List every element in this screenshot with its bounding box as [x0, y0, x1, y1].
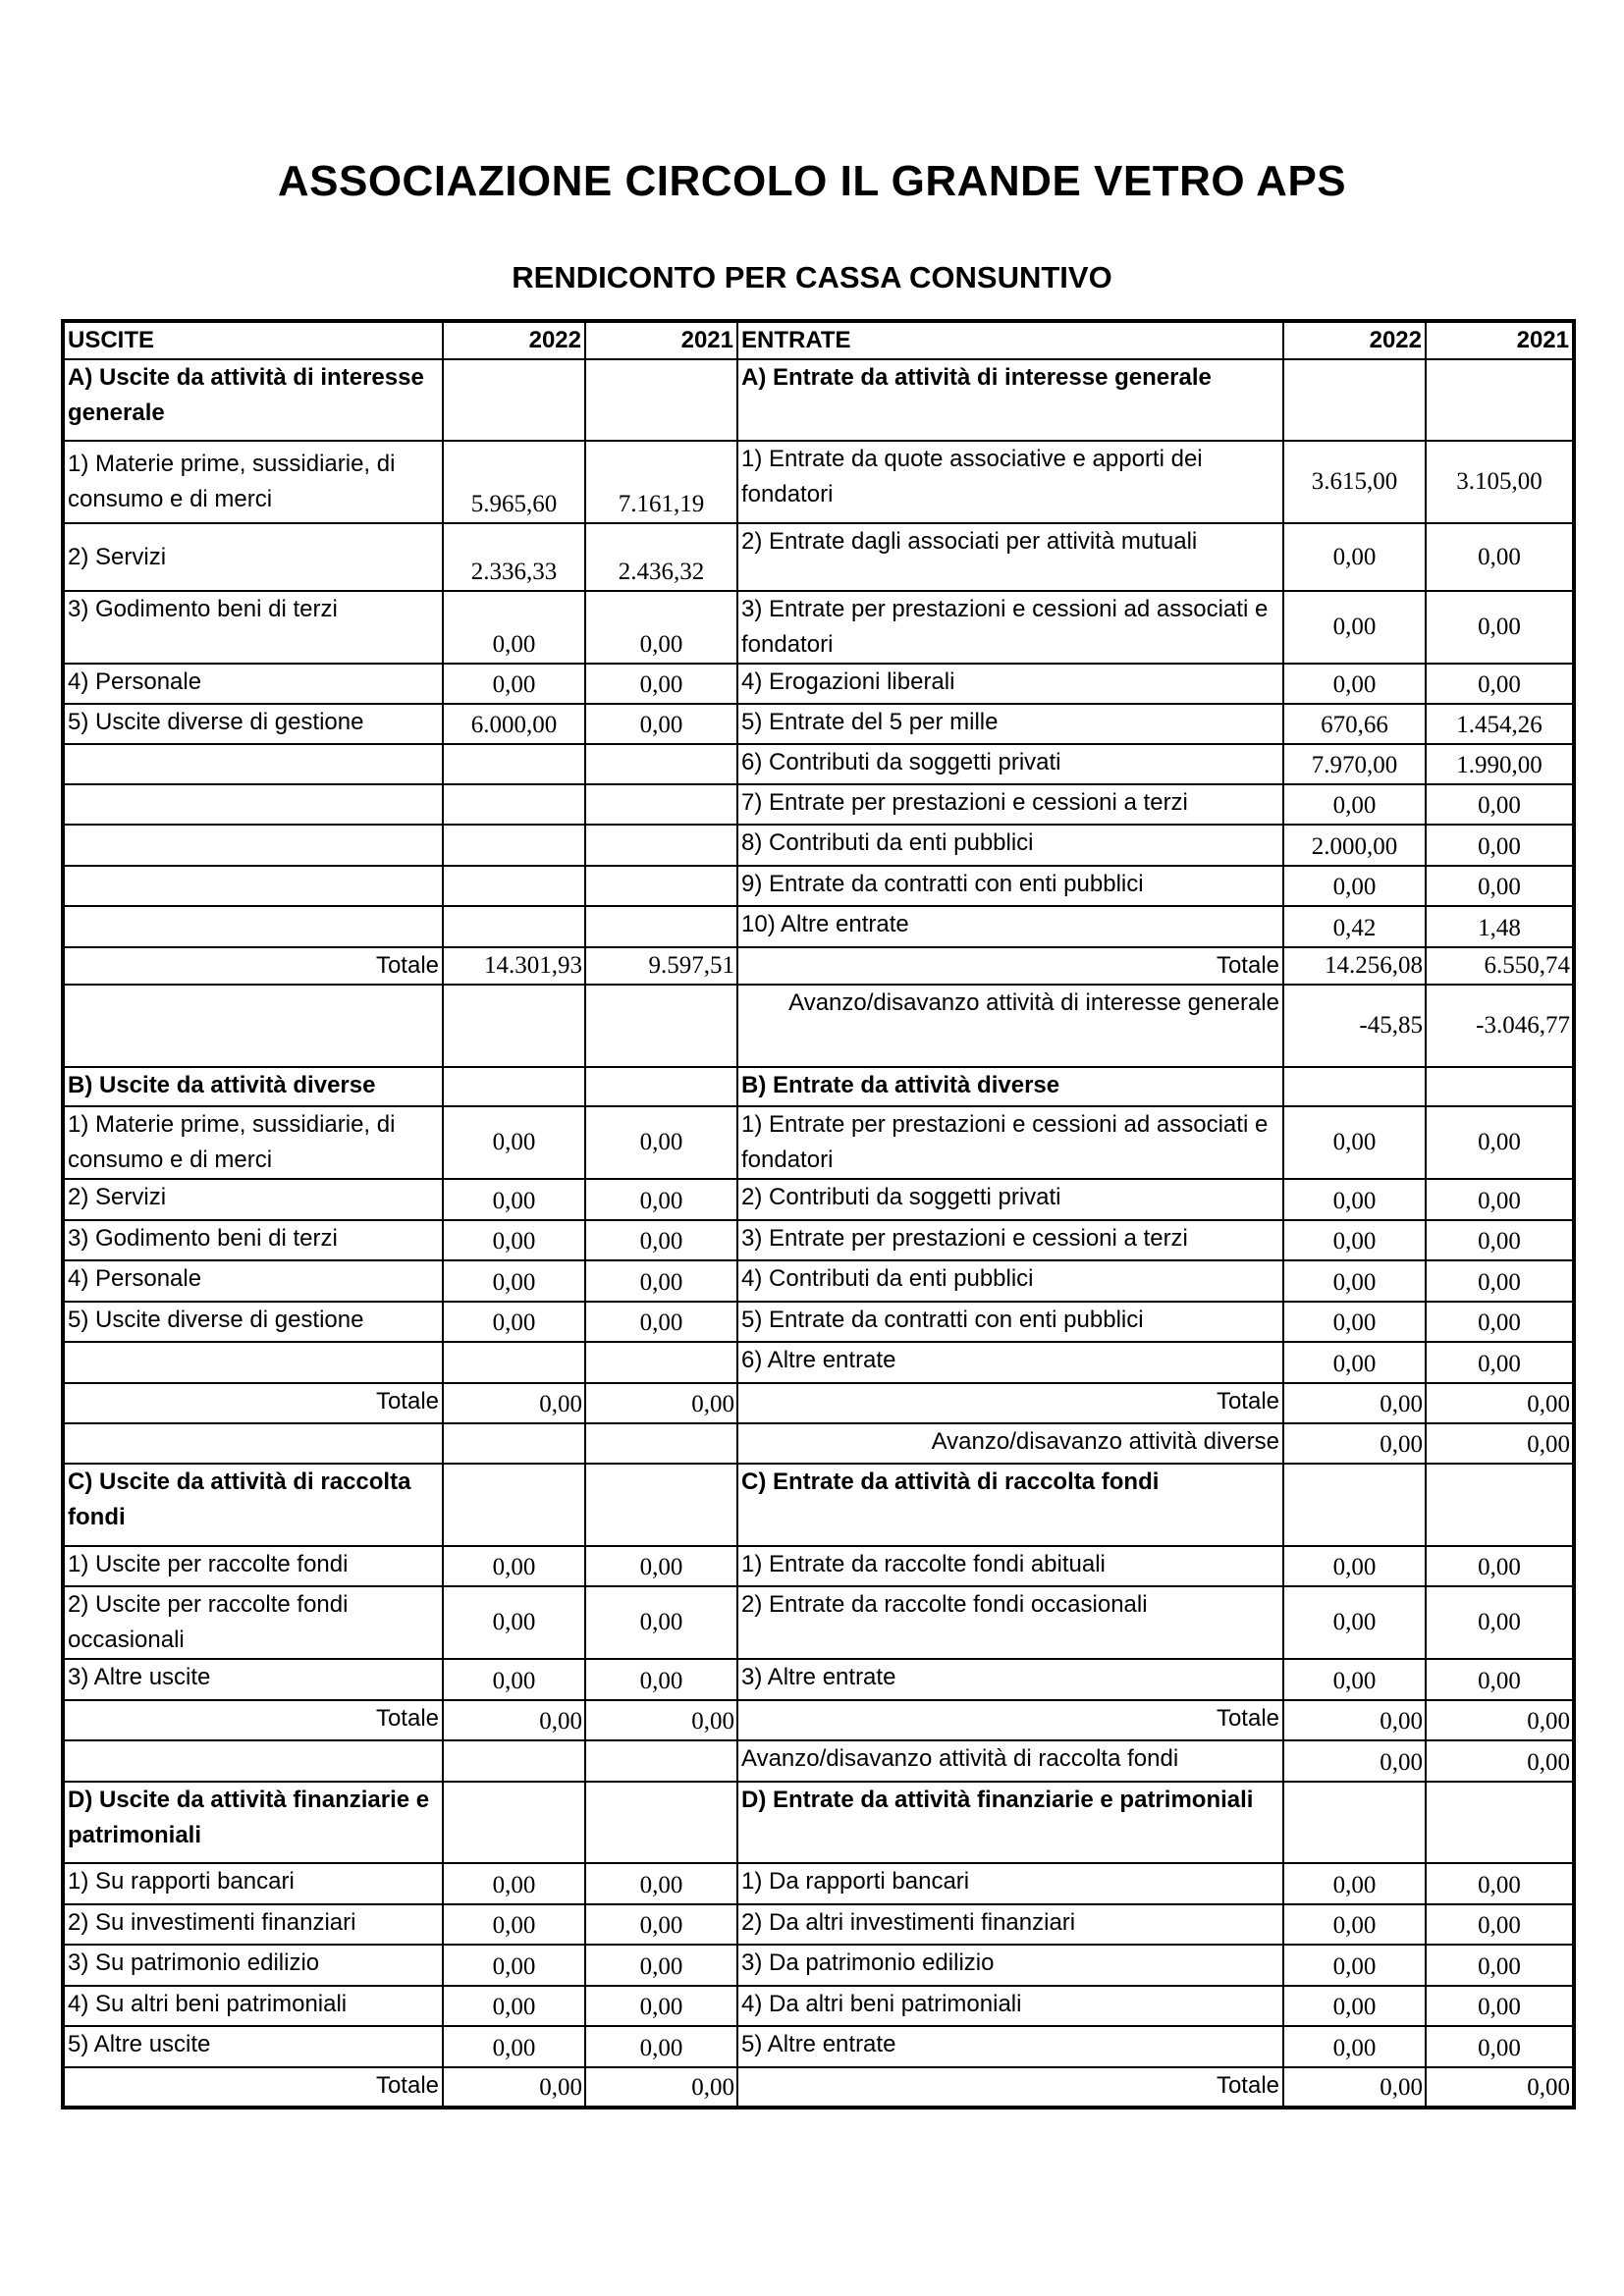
table-row: [63, 825, 1574, 866]
uscite-value-2022: 0,00: [443, 1383, 585, 1423]
uscite-value-2021: [585, 1464, 737, 1546]
uscite-label: [63, 784, 443, 825]
table-row: [63, 1260, 1574, 1302]
entrate-value-2021: 0,00: [1426, 1302, 1574, 1342]
uscite-label: [63, 985, 443, 1067]
entrate-label: 2) Contributi da soggetti privati: [737, 1179, 1283, 1220]
uscite-value-2021: 0,00: [585, 2026, 737, 2067]
entrate-label: 7) Entrate per prestazioni e cessioni a terzi: [737, 784, 1283, 825]
entrate-label: 4) Contributi da enti pubblici: [737, 1260, 1283, 1302]
uscite-value-2021: 0,00: [585, 1179, 737, 1220]
entrate-label: 3) Altre entrate: [737, 1659, 1283, 1700]
uscite-value-2021: 0,00: [585, 1945, 737, 1986]
entrate-label: 2) Entrate da raccolte fondi occasionali: [737, 1586, 1283, 1659]
uscite-value-2021: 0,00: [585, 1986, 737, 2026]
entrate-value-2022: 0,00: [1283, 1659, 1426, 1700]
table-row: [63, 906, 1574, 947]
table-row: [63, 985, 1574, 1067]
table-row: [63, 1546, 1574, 1586]
uscite-value-2021: [585, 985, 737, 1067]
uscite-label: 3) Godimento beni di terzi: [63, 591, 443, 664]
uscite-value-2021: 0,00: [585, 1383, 737, 1423]
uscite-value-2022: [443, 985, 585, 1067]
entrate-value-2022: 0,00: [1283, 1863, 1426, 1904]
header-row: [63, 321, 1574, 359]
table-row: [63, 1700, 1574, 1740]
entrate-label: 1) Da rapporti bancari: [737, 1863, 1283, 1904]
table-row: [63, 1740, 1574, 1782]
uscite-label: 2) Servizi: [63, 1179, 443, 1220]
uscite-value-2022: 0,00: [443, 1260, 585, 1302]
uscite-header: USCITE: [63, 321, 443, 359]
entrate-label: 5) Entrate da contratti con enti pubblici: [737, 1302, 1283, 1342]
entrate-value-2022: 0,00: [1283, 866, 1426, 906]
entrate-value-2022: 0,42: [1283, 906, 1426, 947]
entrate-value-2021: 0,00: [1426, 1260, 1574, 1302]
uscite-label: C) Uscite da attività di raccolta fondi: [63, 1464, 443, 1546]
entrate-value-2022: 0,00: [1283, 1986, 1426, 2026]
entrate-header: ENTRATE: [737, 321, 1283, 359]
entrate-label: 3) Entrate per prestazioni e cessioni a terzi: [737, 1220, 1283, 1260]
entrate-value-2022: 0,00: [1283, 1423, 1426, 1464]
uscite-value-2022: 0,00: [443, 1302, 585, 1342]
uscite-value-2022: [443, 825, 585, 866]
entrate-value-2022: 0,00: [1283, 1586, 1426, 1659]
entrate-value-2021: [1426, 359, 1574, 441]
entrate-label: 3) Da patrimonio edilizio: [737, 1945, 1283, 1986]
table-row: [63, 591, 1574, 664]
entrate-label: D) Entrate da attività finanziarie e patrimoniali: [737, 1782, 1283, 1863]
uscite-value-2021: 0,00: [585, 704, 737, 744]
table-row: [63, 704, 1574, 744]
uscite-value-2021: 0,00: [585, 1863, 737, 1904]
entrate-value-2022: 0,00: [1283, 2067, 1426, 2108]
entrate-label: 6) Altre entrate: [737, 1342, 1283, 1383]
entrate-value-2021: 0,00: [1426, 1106, 1574, 1179]
uscite-value-2022: 0,00: [443, 1986, 585, 2026]
entrate-label: Totale: [737, 947, 1283, 985]
uscite-label: 1) Materie prime, sussidiarie, di consumo e di merci: [63, 441, 443, 523]
uscite-value-2021: 0,00: [585, 1904, 737, 1945]
uscite-value-2021: 0,00: [585, 1546, 737, 1586]
entrate-value-2022: 14.256,08: [1283, 947, 1426, 985]
entrate-value-2021: 0,00: [1426, 1863, 1574, 1904]
uscite-label: 1) Su rapporti bancari: [63, 1863, 443, 1904]
uscite-value-2022: 0,00: [443, 1586, 585, 1659]
entrate-value-2021: 0,00: [1426, 2067, 1574, 2108]
uscite-value-2022: [443, 1740, 585, 1782]
uscite-value-2022: [443, 1464, 585, 1546]
uscite-value-2021: 0,00: [585, 1659, 737, 1700]
entrate-value-2022: 0,00: [1283, 2026, 1426, 2067]
entrate-value-2021: 3.105,00: [1426, 441, 1574, 523]
uscite-value-2022: [443, 1423, 585, 1464]
uscite-value-2021: 7.161,19: [585, 441, 737, 523]
uscite-value-2022: [443, 1782, 585, 1863]
uscite-value-2021: 2.436,32: [585, 523, 737, 591]
entrate-value-2021: 0,00: [1426, 1740, 1574, 1782]
entrate-label: 10) Altre entrate: [737, 906, 1283, 947]
entrate-label: 5) Altre entrate: [737, 2026, 1283, 2067]
uscite-value-2022: [443, 784, 585, 825]
uscite-label: 1) Uscite per raccolte fondi: [63, 1546, 443, 1586]
uscite-label: 4) Personale: [63, 1260, 443, 1302]
entrate-value-2021: 0,00: [1426, 866, 1574, 906]
uscite-value-2021: [585, 359, 737, 441]
entrate-label: 1) Entrate da raccolte fondi abituali: [737, 1546, 1283, 1586]
table-row: [63, 1586, 1574, 1659]
uscite-value-2022: [443, 1342, 585, 1383]
entrate-value-2022: -45,85: [1283, 985, 1426, 1067]
table-row: [63, 1986, 1574, 2026]
entrate-value-2022: 3.615,00: [1283, 441, 1426, 523]
uscite-label: [63, 825, 443, 866]
table-row: [63, 1067, 1574, 1106]
uscite-value-2021: 0,00: [585, 1586, 737, 1659]
uscite-year-2022-header: 2022: [443, 321, 585, 359]
uscite-value-2021: 0,00: [585, 591, 737, 664]
uscite-value-2022: [443, 1067, 585, 1106]
entrate-value-2022: 0,00: [1283, 1179, 1426, 1220]
entrate-label: 6) Contributi da soggetti privati: [737, 744, 1283, 784]
uscite-value-2021: [585, 1423, 737, 1464]
uscite-label: D) Uscite da attività finanziarie e patrimoniali: [63, 1782, 443, 1863]
entrate-label: B) Entrate da attività diverse: [737, 1067, 1283, 1106]
uscite-value-2022: 0,00: [443, 1700, 585, 1740]
uscite-value-2022: 0,00: [443, 2026, 585, 2067]
uscite-value-2022: 0,00: [443, 1945, 585, 1986]
entrate-label: 3) Entrate per prestazioni e cessioni ad associati e fondatori: [737, 591, 1283, 664]
entrate-value-2021: 6.550,74: [1426, 947, 1574, 985]
entrate-value-2021: 0,00: [1426, 1659, 1574, 1700]
entrate-value-2021: 1.990,00: [1426, 744, 1574, 784]
table-row: [63, 1179, 1574, 1220]
entrate-label: Avanzo/disavanzo attività di raccolta fondi: [737, 1740, 1283, 1782]
uscite-value-2022: [443, 906, 585, 947]
uscite-label: B) Uscite da attività diverse: [63, 1067, 443, 1106]
entrate-value-2022: 0,00: [1283, 1546, 1426, 1586]
uscite-label: Totale: [63, 1383, 443, 1423]
uscite-value-2021: [585, 1067, 737, 1106]
entrate-value-2021: 0,00: [1426, 1220, 1574, 1260]
uscite-label: [63, 1423, 443, 1464]
entrate-value-2021: 1.454,26: [1426, 704, 1574, 744]
entrate-label: 2) Entrate dagli associati per attività mutuali: [737, 523, 1283, 591]
uscite-value-2022: 0,00: [443, 1659, 585, 1700]
table-row: [63, 2067, 1574, 2108]
entrate-value-2022: 0,00: [1283, 1383, 1426, 1423]
uscite-label: Totale: [63, 947, 443, 985]
table-row: [63, 1342, 1574, 1383]
entrate-value-2021: 0,00: [1426, 664, 1574, 704]
entrate-value-2021: 0,00: [1426, 825, 1574, 866]
table-row: [63, 1423, 1574, 1464]
uscite-value-2021: [585, 1342, 737, 1383]
entrate-label: 1) Entrate da quote associative e apporti dei fondatori: [737, 441, 1283, 523]
table-row: [63, 784, 1574, 825]
uscite-value-2021: [585, 784, 737, 825]
uscite-value-2021: [585, 1740, 737, 1782]
rendiconto-body: [63, 321, 1574, 2108]
document-subtitle: RENDICONTO PER CASSA CONSUNTIVO: [512, 260, 1112, 294]
uscite-label: 5) Altre uscite: [63, 2026, 443, 2067]
entrate-value-2022: [1283, 1782, 1426, 1863]
entrate-value-2022: 670,66: [1283, 704, 1426, 744]
table-row: [63, 1464, 1574, 1546]
entrate-value-2021: 0,00: [1426, 2026, 1574, 2067]
entrate-year-2021-header: 2021: [1426, 321, 1574, 359]
uscite-value-2021: 0,00: [585, 1700, 737, 1740]
uscite-value-2021: [585, 866, 737, 906]
uscite-label: 2) Uscite per raccolte fondi occasionali: [63, 1586, 443, 1659]
table-row: [63, 1659, 1574, 1700]
uscite-value-2022: 14.301,93: [443, 947, 585, 985]
entrate-label: 4) Da altri beni patrimoniali: [737, 1986, 1283, 2026]
uscite-label: 3) Altre uscite: [63, 1659, 443, 1700]
uscite-label: 2) Su investimenti finanziari: [63, 1904, 443, 1945]
uscite-label: [63, 866, 443, 906]
entrate-label: C) Entrate da attività di raccolta fondi: [737, 1464, 1283, 1546]
uscite-value-2022: [443, 744, 585, 784]
uscite-label: 5) Uscite diverse di gestione: [63, 704, 443, 744]
entrate-value-2022: 2.000,00: [1283, 825, 1426, 866]
entrate-value-2022: 0,00: [1283, 1106, 1426, 1179]
entrate-value-2022: 0,00: [1283, 1260, 1426, 1302]
entrate-label: 1) Entrate per prestazioni e cessioni ad associati e fondatori: [737, 1106, 1283, 1179]
uscite-value-2022: 0,00: [443, 1546, 585, 1586]
entrate-value-2022: 0,00: [1283, 523, 1426, 591]
entrate-value-2021: 0,00: [1426, 1546, 1574, 1586]
uscite-value-2022: 5.965,60: [443, 441, 585, 523]
uscite-label: A) Uscite da attività di interesse generale: [63, 359, 443, 441]
entrate-value-2021: [1426, 1067, 1574, 1106]
uscite-label: 1) Materie prime, sussidiarie, di consumo e di merci: [63, 1106, 443, 1179]
entrate-value-2022: 0,00: [1283, 1342, 1426, 1383]
entrate-year-2022-header: 2022: [1283, 321, 1426, 359]
uscite-value-2022: 2.336,33: [443, 523, 585, 591]
table-row: [63, 1945, 1574, 1986]
entrate-value-2021: 0,00: [1426, 1342, 1574, 1383]
table-row: [63, 744, 1574, 784]
uscite-value-2021: 0,00: [585, 1260, 737, 1302]
uscite-value-2021: [585, 906, 737, 947]
entrate-value-2021: 0,00: [1426, 1700, 1574, 1740]
entrate-label: Totale: [737, 2067, 1283, 2108]
uscite-value-2021: [585, 1782, 737, 1863]
uscite-value-2021: 0,00: [585, 1220, 737, 1260]
entrate-value-2021: 0,00: [1426, 1423, 1574, 1464]
uscite-value-2022: 0,00: [443, 1220, 585, 1260]
uscite-label: Totale: [63, 2067, 443, 2108]
uscite-label: 4) Personale: [63, 664, 443, 704]
entrate-value-2022: 0,00: [1283, 1904, 1426, 1945]
entrate-value-2022: [1283, 1067, 1426, 1106]
uscite-value-2022: 0,00: [443, 1179, 585, 1220]
uscite-label: 5) Uscite diverse di gestione: [63, 1302, 443, 1342]
entrate-label: Avanzo/disavanzo attività di interesse generale: [737, 985, 1283, 1067]
entrate-value-2022: 0,00: [1283, 1945, 1426, 1986]
rendiconto-table: [61, 319, 1576, 2109]
uscite-label: 3) Godimento beni di terzi: [63, 1220, 443, 1260]
entrate-value-2022: 0,00: [1283, 591, 1426, 664]
entrate-value-2022: 0,00: [1283, 1220, 1426, 1260]
table-row: [63, 359, 1574, 441]
entrate-value-2021: 0,00: [1426, 1945, 1574, 1986]
uscite-label: [63, 744, 443, 784]
uscite-label: [63, 1342, 443, 1383]
entrate-value-2021: -3.046,77: [1426, 985, 1574, 1067]
uscite-value-2022: [443, 866, 585, 906]
entrate-value-2021: 0,00: [1426, 784, 1574, 825]
entrate-value-2021: 0,00: [1426, 523, 1574, 591]
uscite-value-2021: 0,00: [585, 664, 737, 704]
entrate-value-2022: [1283, 359, 1426, 441]
table-row: [63, 1863, 1574, 1904]
uscite-value-2021: [585, 825, 737, 866]
uscite-label: Totale: [63, 1700, 443, 1740]
uscite-value-2022: 0,00: [443, 591, 585, 664]
table-row: [63, 1782, 1574, 1863]
entrate-value-2021: 0,00: [1426, 1586, 1574, 1659]
uscite-value-2022: 0,00: [443, 2067, 585, 2108]
entrate-value-2021: 0,00: [1426, 1179, 1574, 1220]
entrate-value-2021: [1426, 1782, 1574, 1863]
entrate-value-2022: 0,00: [1283, 784, 1426, 825]
entrate-value-2022: 0,00: [1283, 1302, 1426, 1342]
table-row: [63, 664, 1574, 704]
table-row: [63, 1302, 1574, 1342]
entrate-value-2021: 0,00: [1426, 1904, 1574, 1945]
entrate-value-2021: 1,48: [1426, 906, 1574, 947]
entrate-label: 5) Entrate del 5 per mille: [737, 704, 1283, 744]
entrate-label: 2) Da altri investimenti finanziari: [737, 1904, 1283, 1945]
table-row: [63, 947, 1574, 985]
uscite-value-2022: 0,00: [443, 664, 585, 704]
entrate-label: Avanzo/disavanzo attività diverse: [737, 1423, 1283, 1464]
uscite-value-2021: 0,00: [585, 2067, 737, 2108]
entrate-label: Totale: [737, 1700, 1283, 1740]
entrate-label: 9) Entrate da contratti con enti pubblici: [737, 866, 1283, 906]
entrate-value-2021: [1426, 1464, 1574, 1546]
entrate-value-2022: 0,00: [1283, 664, 1426, 704]
entrate-value-2021: 0,00: [1426, 591, 1574, 664]
entrate-label: 8) Contributi da enti pubblici: [737, 825, 1283, 866]
uscite-year-2021-header: 2021: [585, 321, 737, 359]
uscite-label: 4) Su altri beni patrimoniali: [63, 1986, 443, 2026]
table-row: [63, 523, 1574, 591]
entrate-value-2022: 0,00: [1283, 1700, 1426, 1740]
table-row: [63, 2026, 1574, 2067]
uscite-value-2022: 0,00: [443, 1106, 585, 1179]
entrate-value-2022: 0,00: [1283, 1740, 1426, 1782]
uscite-value-2022: [443, 359, 585, 441]
table-row: [63, 866, 1574, 906]
table-row: [63, 441, 1574, 523]
uscite-value-2022: 0,00: [443, 1863, 585, 1904]
table-row: [63, 1106, 1574, 1179]
uscite-label: [63, 1740, 443, 1782]
entrate-value-2021: 0,00: [1426, 1383, 1574, 1423]
table-row: [63, 1383, 1574, 1423]
table-row: [63, 1220, 1574, 1260]
uscite-value-2022: 0,00: [443, 1904, 585, 1945]
uscite-value-2022: 6.000,00: [443, 704, 585, 744]
entrate-value-2022: 7.970,00: [1283, 744, 1426, 784]
entrate-label: 4) Erogazioni liberali: [737, 664, 1283, 704]
uscite-label: [63, 906, 443, 947]
table-row: [63, 1904, 1574, 1945]
uscite-value-2021: 0,00: [585, 1302, 737, 1342]
uscite-value-2021: [585, 744, 737, 784]
uscite-label: 2) Servizi: [63, 523, 443, 591]
document-title: ASSOCIAZIONE CIRCOLO IL GRANDE VETRO APS: [277, 157, 1347, 205]
uscite-value-2021: 9.597,51: [585, 947, 737, 985]
entrate-value-2022: [1283, 1464, 1426, 1546]
entrate-label: A) Entrate da attività di interesse generale: [737, 359, 1283, 441]
entrate-label: Totale: [737, 1383, 1283, 1423]
uscite-value-2021: 0,00: [585, 1106, 737, 1179]
entrate-value-2021: 0,00: [1426, 1986, 1574, 2026]
uscite-label: 3) Su patrimonio edilizio: [63, 1945, 443, 1986]
